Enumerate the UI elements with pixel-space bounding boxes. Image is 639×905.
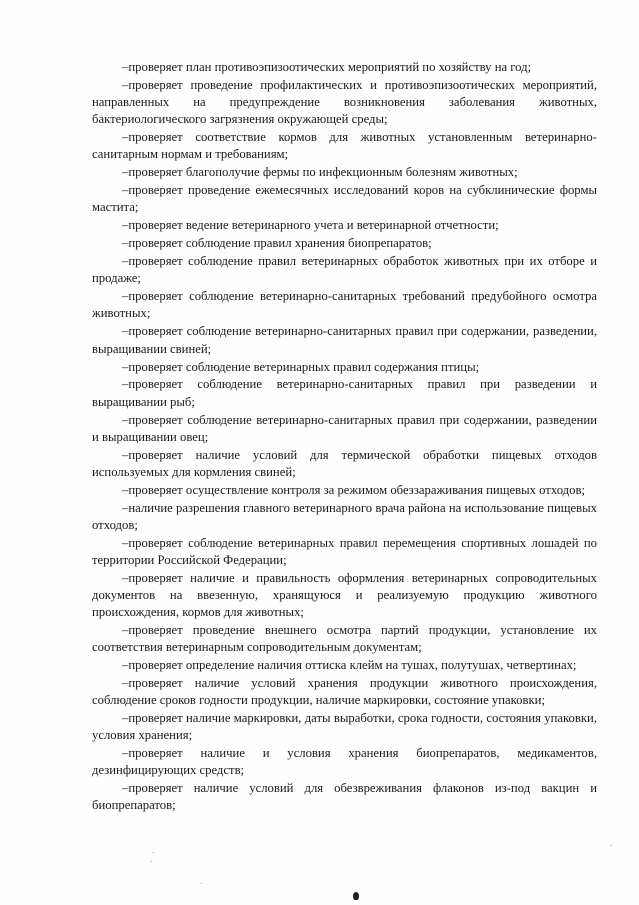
paragraph: –проверяет наличие условий для термической обработки пищевых отходов используемых для кормления свиней; [92, 447, 597, 479]
paragraph: –проверяет наличие и правильность оформления ветеринарных сопроводительных документов на ввезенную, хранящуюся и реализуемую продукцию животного происхождения, кормов для животных; [92, 570, 597, 620]
paragraph: –проверяет благополучие фермы по инфекционным болезням животных; [122, 165, 518, 180]
paragraph: –проверяет проведение профилактических и противоэпизоотических мероприятий, направленных на предупреждение возникновения заболевания животных, бактериологического загрязнения окружающей среды; [92, 77, 597, 127]
paragraph: –проверяет соблюдение ветеринарно-санитарных требований предубойного осмотра животных; [92, 289, 597, 321]
paragraph: –проверяет соблюдение ветеринарных правил перемещения спортивных лошадей по территории Российской Федерации; [92, 535, 597, 567]
paragraph: –проверяет соблюдение правил хранения биопрепаратов; [122, 236, 432, 251]
paragraph: –проверяет наличие условий для обезвреживания флаконов из-под вакцин и биопрепаратов; [92, 781, 597, 813]
paragraph: –проверяет соблюдение ветеринарно-санитарных правил при разведении и выращивании рыб; [92, 377, 597, 409]
page-mark-dot [353, 892, 359, 900]
paragraph: –наличие разрешения главного ветеринарного врача района на использование пищевых отходов; [92, 500, 597, 532]
paragraph: –проверяет проведение ежемесячных исследований коров на субклинические формы мастита; [92, 183, 597, 215]
paragraph: –проверяет определение наличия оттиска клейм на тушах, полутушах, четвертинах; [122, 658, 577, 673]
scan-speck: · [610, 842, 613, 850]
paragraph: –проверяет наличие условий хранения продукции животного происхождения, соблюдение сроков годности продукции, наличие маркировки, состояние упаковки; [92, 676, 597, 708]
paragraph: –проверяет соблюдение правил ветеринарных обработок животных при их отборе и продаже; [92, 254, 597, 286]
paragraph: –проверяет соответствие кормов для животных установленным ветеринарно-санитарным нормам и требованиям; [92, 130, 597, 162]
paragraph: –проверяет ведение ветеринарного учета и ветеринарной отчетности; [122, 218, 499, 233]
paragraph: –проверяет наличие маркировки, даты выработки, срока годности, состояния упаковки, условия хранения; [92, 711, 597, 743]
paragraph: –проверяет осуществление контроля за режимом обеззараживания пищевых отходов; [122, 482, 585, 497]
scan-speck: · [152, 849, 155, 857]
paragraph: –проверяет проведение внешнего осмотра партий продукции, установление их соответствия ветеринарным сопроводительным документам; [92, 623, 597, 655]
paragraph: –проверяет соблюдение ветеринарно-санитарных правил при содержании, разведении, выращивании свиней; [92, 324, 597, 356]
document-body [92, 59, 597, 815]
paragraph: –проверяет соблюдение ветеринарно-санитарных правил при содержании, разведении и выращивании овец; [92, 412, 597, 444]
scan-speck: · [150, 858, 153, 866]
paragraph: –проверяет план противоэпизоотических мероприятий по хозяйству на год; [122, 60, 532, 74]
scan-speck: · [200, 881, 202, 888]
paragraph: –проверяет наличие и условия хранения биопрепаратов, медикаментов, дезинфицирующих средств; [92, 746, 597, 778]
paragraph: –проверяет соблюдение ветеринарных правил содержания птицы; [122, 359, 480, 374]
